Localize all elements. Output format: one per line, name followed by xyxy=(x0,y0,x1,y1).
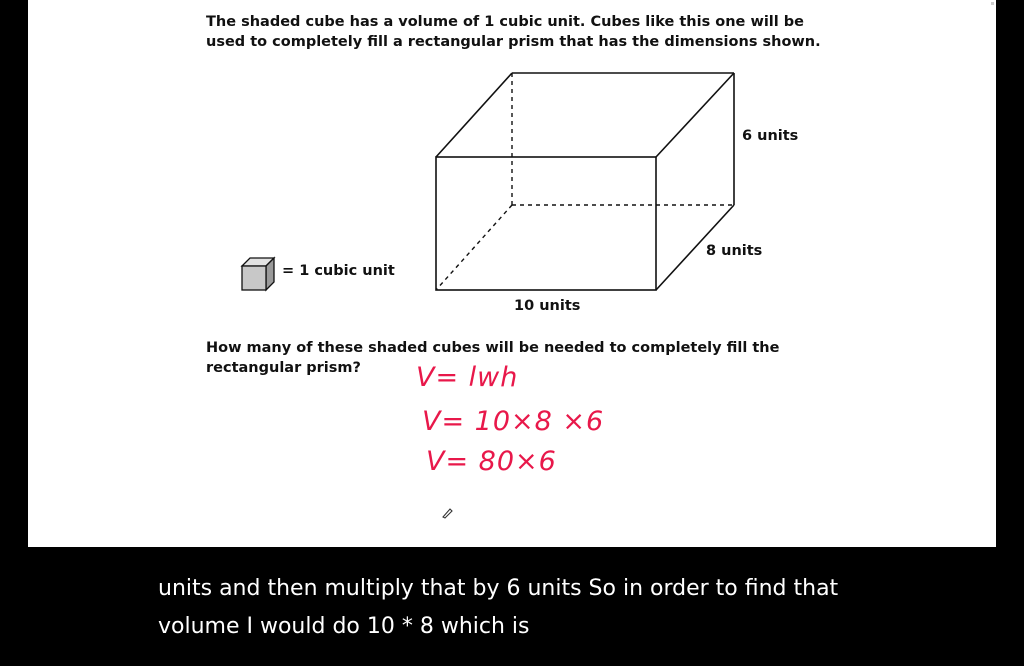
slide-corner-mark xyxy=(991,2,994,5)
unit-cube-label: = 1 cubic unit xyxy=(282,263,395,279)
handwritten-substitution: V= 10×8 ×6 xyxy=(422,406,605,437)
problem-question-text: How many of these shaded cubes will be needed to completely fill the rectangular prism? xyxy=(206,340,780,376)
caption-line-1: units and then multiply that by 6 units So in order to find that xyxy=(158,576,839,601)
problem-intro-text: The shaded cube has a volume of 1 cubic unit. Cubes like this one will be used to completely fill a rectangular prism that has the dimensions shown. xyxy=(206,14,821,50)
width-label: 10 units xyxy=(514,298,581,314)
problem-slide xyxy=(28,0,996,547)
handwritten-partial-result: V= 80×6 xyxy=(426,446,557,477)
caption-line-2: volume I would do 10 * 8 which is xyxy=(158,614,530,639)
height-label: 6 units xyxy=(742,128,799,144)
handwritten-formula: V= lwh xyxy=(416,362,519,393)
video-caption xyxy=(0,570,1024,646)
prism-visible-edges xyxy=(436,73,734,290)
unit-cube-icon xyxy=(242,258,274,290)
depth-label: 8 units xyxy=(706,243,763,259)
prism-hidden-edges xyxy=(436,73,734,290)
pen-cursor-icon xyxy=(440,506,454,520)
